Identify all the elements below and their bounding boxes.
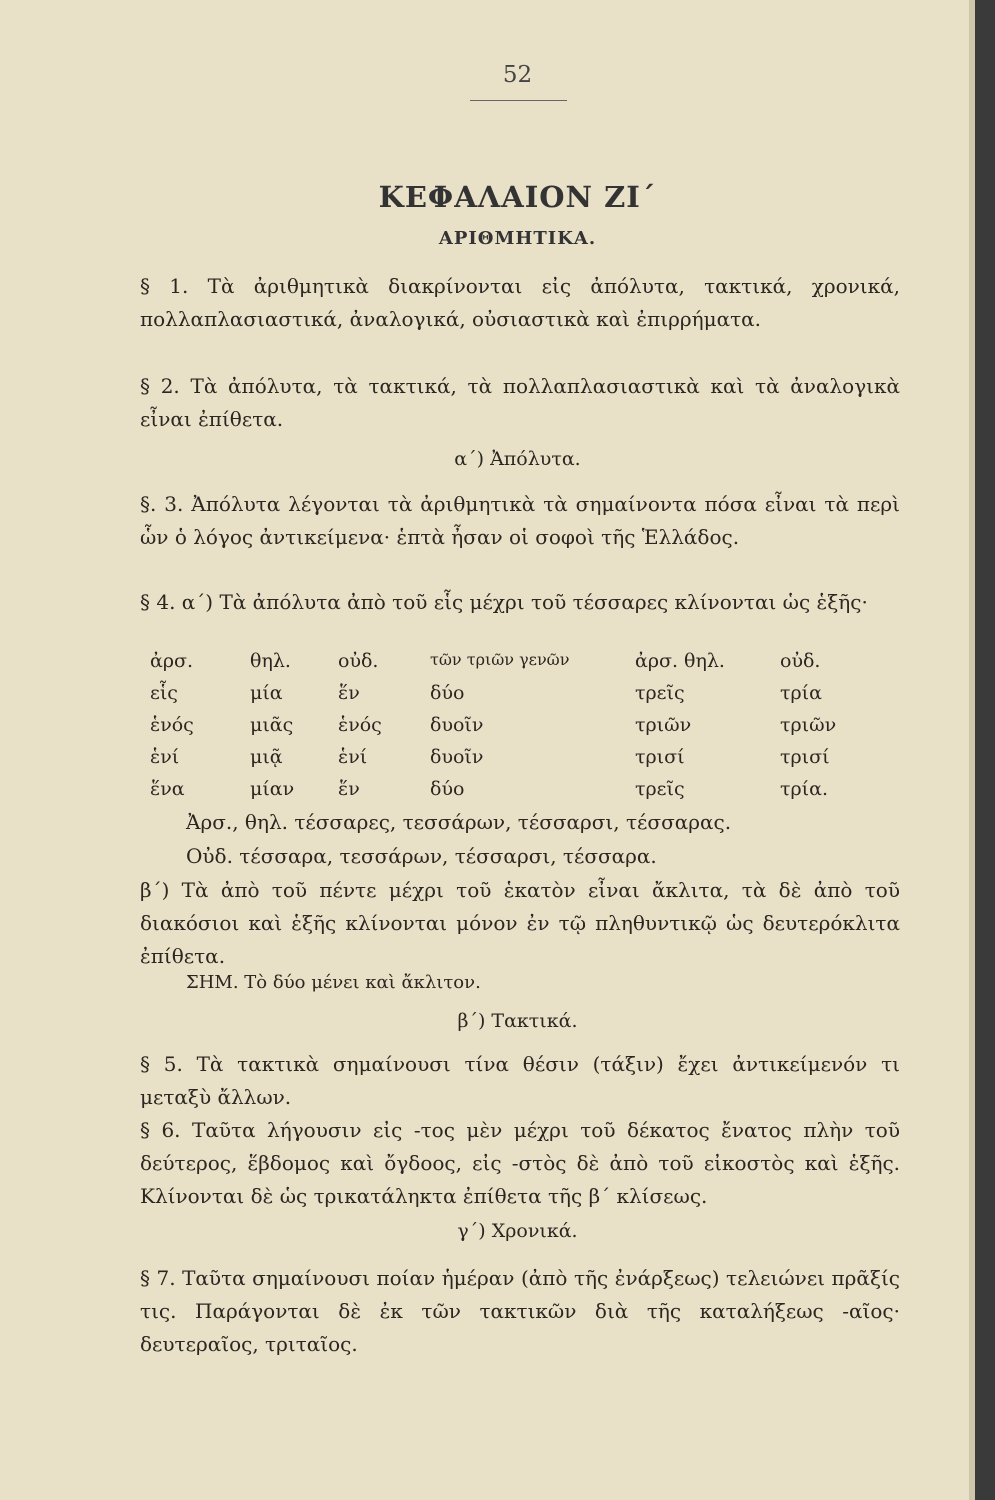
table-cell: δυοῖν [430, 746, 484, 768]
table-cell: τρία. [780, 778, 829, 800]
table-cell: δυοῖν [430, 714, 484, 736]
paragraph-7: § 7. Ταῦτα σημαίνουσι ποίαν ἡμέραν (ἀπὸ τῆς ἐνάρξεως) τελειώνει πρᾶξίς τις. Παράγονται δὲ ἐκ τῶν τακτικῶν διὰ τῆς καταλήξεως -αῖος· δευτεραῖος, τριταῖος. [140, 1266, 900, 1356]
table-header: τῶν τριῶν γενῶν [430, 650, 570, 669]
chapter-subtitle: ΑΡΙΘΜΗΤΙΚΑ. [438, 228, 597, 249]
table-cell: μιᾶς [250, 714, 294, 736]
table-cell: δύο [430, 682, 465, 704]
table-cell: ἑνός [150, 714, 194, 736]
paragraph-4b: β΄) Τὰ ἀπὸ τοῦ πέντε μέχρι τοῦ ἑκατὸν εἶναι ἄκλιτα, τὰ δὲ ἀπὸ τοῦ διακόσιοι καὶ ἑξῆς κλίνονται μόνον ἐν τῷ πληθυντικῷ ὡς δευτερόκλιτα ἐπίθετα. [140, 878, 900, 968]
chapter-title: ΚΕΦΑΛΑΙΟΝ ΖΙ΄ [378, 180, 657, 214]
table-row [140, 714, 900, 746]
table-cell: μία [250, 682, 283, 704]
paragraph-4: § 4. α΄) Τὰ ἀπόλυτα ἀπὸ τοῦ εἷς μέχρι τοῦ τέσσαρες κλίνονται ὡς ἑξῆς· [140, 590, 868, 614]
table-cell: τριῶν [780, 714, 837, 736]
table-cell: τρισί [780, 746, 830, 768]
table-cell: τριῶν [635, 714, 692, 736]
table-cell: τρισί [635, 746, 685, 768]
table-header-row [140, 650, 900, 682]
table-cell: τρία [780, 682, 822, 704]
table-cell: ἑνί [150, 746, 180, 768]
declension-masc-fem: Ἀρσ., θηλ. τέσσαρες, τεσσάρων, τέσσαρσι, τέσσαρας. [186, 810, 732, 834]
section-heading-ordinal: β΄) Τακτικά. [457, 1010, 578, 1032]
table-header: ἀρσ. θηλ. [635, 650, 725, 672]
table-cell: ἕν [338, 778, 360, 800]
table-cell: τρεῖς [635, 778, 685, 800]
table-cell: εἷς [150, 682, 178, 704]
table-cell: μίαν [250, 778, 295, 800]
table-cell: ἕνα [150, 778, 185, 800]
table-cell: ἑνός [338, 714, 382, 736]
table-header: θηλ. [250, 650, 291, 672]
paragraph-3: §. 3. Ἀπόλυτα λέγονται τὰ ἀριθμητικὰ τὰ σημαίνοντα πόσα εἶναι τὰ περὶ ὧν ὁ λόγος ἀντικείμενα· ἑπτὰ ἦσαν οἱ σοφοὶ τῆς Ἑλλάδος. [140, 492, 900, 549]
table-cell: ἑνί [338, 746, 368, 768]
page-number-rule [470, 100, 567, 101]
section-heading-temporal: γ΄) Χρονικά. [457, 1220, 578, 1242]
table-cell: τρεῖς [635, 682, 685, 704]
note: ΣΗΜ. Τὸ δύο μένει καὶ ἄκλιτον. [186, 972, 481, 993]
section-heading-absolute: α΄) Ἀπόλυτα. [454, 448, 581, 470]
paragraph-2: § 2. Τὰ ἀπόλυτα, τὰ τακτικά, τὰ πολλαπλασιαστικὰ καὶ τὰ ἀναλογικὰ εἶναι ἐπίθετα. [140, 374, 900, 431]
declension-neuter: Οὐδ. τέσσαρα, τεσσάρων, τέσσαρσι, τέσσαρα. [186, 844, 657, 868]
table-row [140, 682, 900, 714]
table-header: οὐδ. [780, 650, 821, 672]
page-number: 52 [502, 62, 533, 88]
paragraph-1: § 1. Τὰ ἀριθμητικὰ διακρίνονται εἰς ἀπόλυτα, τακτικά, χρονικά, πολλαπλασιαστικά, ἀναλογικά, οὐσιαστικὰ καὶ ἐπιρρήματα. [140, 274, 900, 331]
paragraph-5: § 5. Τὰ τακτικὰ σημαίνουσι τίνα θέσιν (τάξιν) ἔχει ἀντικείμενόν τι μεταξὺ ἄλλων. [140, 1052, 900, 1109]
table-cell: μιᾷ [250, 746, 283, 768]
table-header: ἀρσ. [150, 650, 194, 672]
page-edge [975, 0, 995, 1500]
table-row [140, 746, 900, 778]
paragraph-6: § 6. Ταῦτα λήγουσιν εἰς -τος μὲν μέχρι τοῦ δέκατος ἔνατος πλὴν τοῦ δεύτερος, ἕβδομος καὶ ὄγδοος, εἰς -στὸς δὲ ἀπὸ τοῦ εἰκοστὸς καὶ ἑξῆς. Κλίνονται δὲ ὡς τρικατάληκτα ἐπίθετα τῆς β΄ κλίσεως. [140, 1118, 900, 1208]
table-cell: ἕν [338, 682, 360, 704]
table-header: οὐδ. [338, 650, 379, 672]
table-cell: δύο [430, 778, 465, 800]
declension-table [140, 650, 900, 810]
